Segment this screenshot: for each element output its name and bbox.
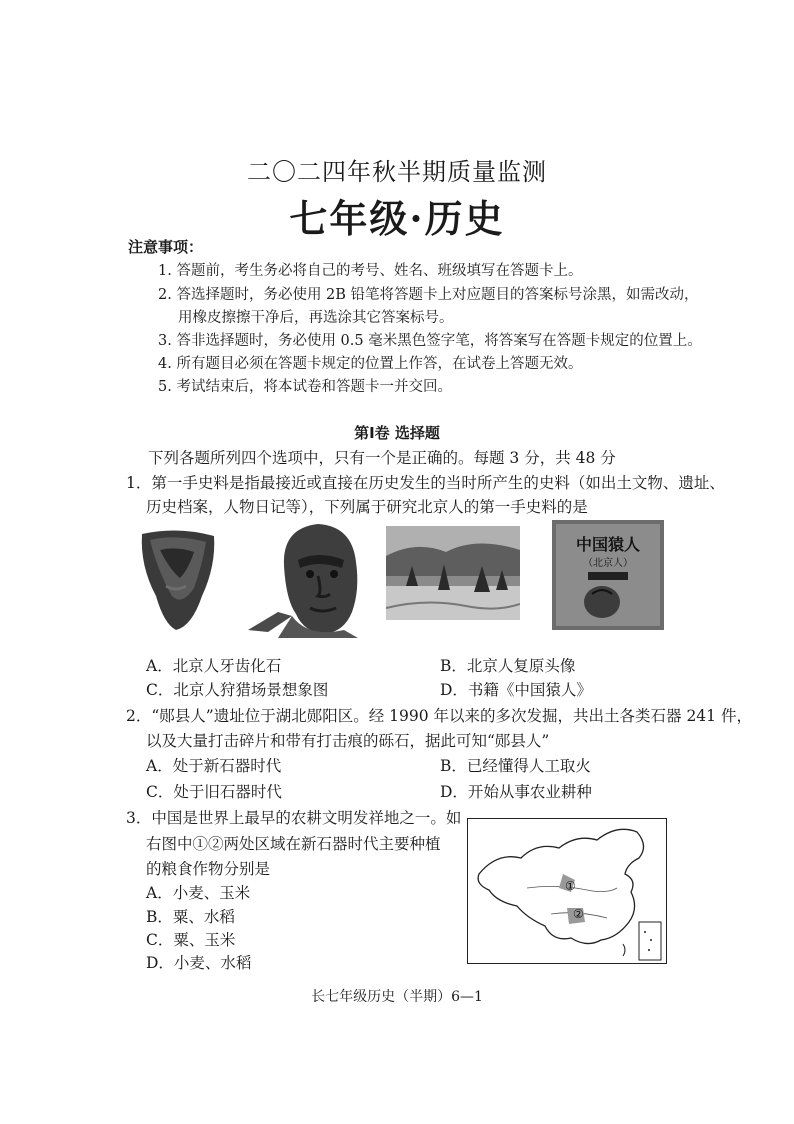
reconstructed-head-image	[248, 520, 368, 638]
map-marker-2: ②	[573, 907, 584, 921]
notice-item-2: 2. 答选择题时，务必使用 2B 铅笔将答题卡上对应题目的答案标号涂黑，如需改动，	[158, 287, 699, 303]
q3-stem-line3: 的粮食作物分别是	[146, 860, 271, 878]
notice-item-5: 5. 考试结束后，将本试卷和答题卡一并交回。	[158, 379, 452, 395]
q1-option-a: A．北京人牙齿化石	[146, 657, 282, 675]
q1-option-c: C．北京人狩猎场景想象图	[146, 681, 329, 699]
q1-stem-line2: 历史档案，人物日记等），下列属于研究北京人的第一手史料的是	[146, 498, 588, 516]
section-heading: 第Ⅰ卷 选择题	[354, 424, 440, 442]
hunting-scene-image	[386, 526, 520, 620]
q3-stem-line2: 右图中①②两处区域在新石器时代主要种植	[146, 835, 441, 853]
notice-item-2-cont: 用橡皮擦擦干净后，再选涂其它答案标号。	[178, 310, 454, 326]
book-subtitle-text: （北京人）	[583, 558, 633, 569]
q3-option-c: C．粟、玉米	[146, 931, 236, 949]
notice-item-3: 3. 答非选择题时，务必使用 0.5 毫米黑色签字笔，将答案写在答题卡规定的位置上。	[158, 333, 702, 349]
subject-title: 七年级·历史	[289, 196, 505, 241]
map-marker-1: ①	[565, 879, 576, 893]
book-title-text: 中国猿人	[575, 535, 641, 554]
notice-item-1: 1. 答题前，考生务必将自己的考号、姓名、班级填写在答题卡上。	[158, 263, 583, 279]
book-cover-image	[552, 520, 664, 630]
notice-item-4: 4. 所有题目必须在答题卡规定的位置上作答，在试卷上答题无效。	[158, 356, 583, 372]
q1-option-b: B．北京人复原头像	[440, 657, 576, 675]
q2-option-a: A．处于新石器时代	[146, 757, 282, 775]
q2-option-c: C．处于旧石器时代	[146, 783, 282, 801]
q2-stem-line1: 2．“郧县人”遗址位于湖北郧阳区。经 1990 年以来的多次发掘，共出土各类石器 241 件，	[126, 707, 752, 725]
q2-option-b: B．已经懂得人工取火	[440, 757, 591, 775]
q2-stem-line2: 以及大量打击碎片和带有打击痕的砾石，据此可知“郧县人”	[146, 732, 550, 750]
q1-stem-line1: 1．第一手史料是指最接近或直接在历史发生的当时所产生的史料（如出土文物、遗址、	[126, 474, 725, 492]
q3-option-a: A．小麦、玉米	[146, 884, 251, 902]
exam-title: 二〇二四年秋半期质量监测	[247, 158, 547, 186]
tooth-fossil-image	[136, 526, 220, 634]
section-instruction: 下列各题所列四个选项中，只有一个是正确的。每题 3 分，共 48 分	[148, 449, 616, 467]
q3-stem-line1: 3．中国是世界上最早的农耕文明发祥地之一。如	[126, 809, 462, 827]
china-map	[467, 818, 667, 964]
q3-option-d: D．小麦、水稻	[146, 954, 252, 972]
q3-option-b: B．粟、水稻	[146, 908, 235, 926]
notice-heading: 注意事项：	[128, 238, 204, 256]
page-footer: 长七年级历史（半期）6—1	[311, 989, 483, 1005]
q1-option-d: D．书籍《中国猿人》	[440, 681, 592, 699]
q2-option-d: D．开始从事农业耕种	[440, 783, 592, 801]
